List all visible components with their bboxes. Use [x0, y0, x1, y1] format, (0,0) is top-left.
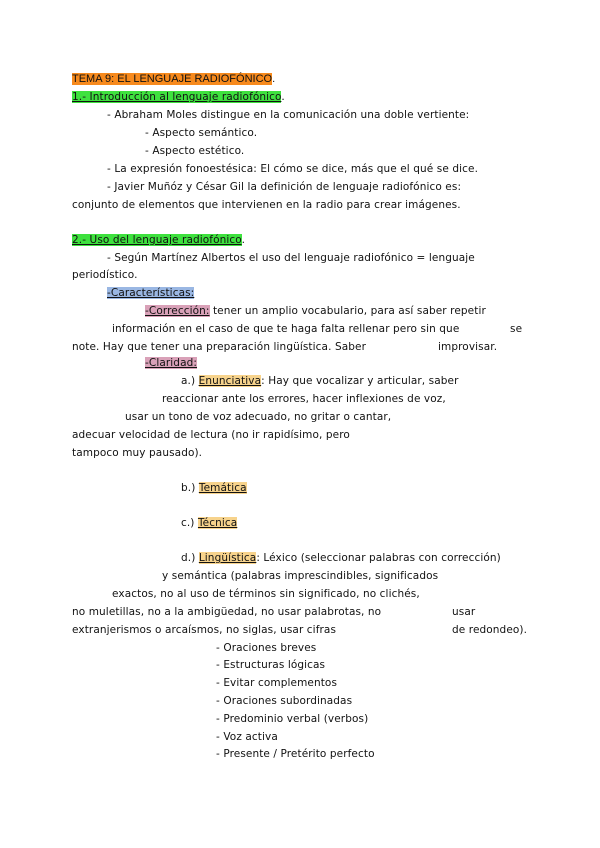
item-a-line: reaccionar ante los errores, hacer inflexiones de voz,	[162, 393, 446, 405]
item-d-label: Lingüística	[198, 552, 257, 564]
document-title	[72, 72, 275, 86]
item-a-line: adecuar velocidad de lectura (no ir rapidísimo, pero	[72, 429, 350, 441]
section-1-line: - Aspecto semántico.	[145, 127, 258, 139]
correccion-line-1	[145, 304, 486, 318]
list-item: - Oraciones breves	[216, 642, 317, 654]
section-1-heading-period: .	[281, 91, 285, 103]
title-period: .	[272, 73, 276, 85]
item-d-line: exactos, no al uso de términos sin significado, no clichés,	[112, 588, 420, 600]
correccion-line-2a: información en el caso de que te haga falta rellenar pero sin que	[112, 323, 460, 335]
item-c-label: Técnica	[197, 517, 238, 529]
item-d-line: y semántica (palabras imprescindibles, significados	[162, 570, 439, 582]
section-1-line: - Aspecto estético.	[145, 145, 245, 157]
item-d-line: no muletillas, no a la ambigüedad, no usar palabrotas, no	[72, 606, 382, 618]
correccion-label: -Corrección:	[145, 305, 210, 317]
section-2-heading	[72, 233, 245, 247]
section-1-heading	[72, 90, 285, 104]
item-b-label: Temática	[198, 482, 247, 494]
section-1-heading-text: 1.- Introducción al lenguaje radiofónico	[72, 91, 282, 103]
item-d-line: extranjerismos o arcaísmos, no siglas, usar cifras	[72, 624, 337, 636]
section-1-line: conjunto de elementos que intervienen en la radio para crear imágenes.	[72, 199, 461, 211]
correccion-line-3b: improvisar.	[438, 341, 498, 353]
item-d-prefix: d.)	[181, 552, 199, 564]
item-c-prefix: c.)	[181, 517, 198, 529]
item-d-text: : Léxico (seleccionar palabras con corrección)	[256, 552, 501, 564]
item-a-line: usar un tono de voz adecuado, no gritar o cantar,	[125, 411, 392, 423]
section-1-line: - La expresión fonoestésica: El cómo se dice, más que el qué se dice.	[107, 163, 479, 175]
section-2-heading-period: .	[241, 234, 246, 246]
item-a-text: : Hay que vocalizar y articular, saber	[261, 375, 459, 387]
section-2-intro: - Según Martínez Albertos el uso del lenguaje radiofónico = lenguaje	[107, 252, 475, 264]
correccion-text: tener un amplio vocabulario, para así saber repetir	[209, 305, 486, 317]
section-1-line: - Abraham Moles distingue en la comunicación una doble vertiente:	[107, 109, 470, 121]
section-1-line: - Javier Muñóz y César Gil la definición de lenguaje radiofónico es:	[107, 181, 462, 193]
correccion-line-2b: se	[510, 323, 523, 335]
item-d	[181, 551, 501, 565]
caracteristicas-label	[107, 286, 194, 300]
correccion-line-3a: note. Hay que tener una preparación lingüística. Saber	[72, 341, 366, 353]
item-d-line: usar	[452, 606, 476, 618]
item-b-prefix: b.)	[181, 482, 199, 494]
claridad-label	[145, 356, 197, 370]
item-a-prefix: a.)	[181, 375, 199, 387]
list-item: - Oraciones subordinadas	[216, 695, 353, 707]
claridad-text: -Claridad:	[145, 357, 198, 369]
item-c	[181, 516, 237, 530]
list-item: - Estructuras lógicas	[216, 659, 326, 671]
list-item: - Presente / Pretérito perfecto	[216, 748, 375, 760]
item-d-line: de redondeo).	[452, 624, 528, 636]
item-a	[181, 374, 459, 388]
item-b	[181, 481, 247, 495]
item-a-label: Enunciativa	[198, 375, 262, 387]
section-2-intro: periodístico.	[72, 269, 138, 281]
title-text: TEMA 9: EL LENGUAJE RADIOFÓNICO	[72, 73, 273, 85]
caracteristicas-text: -Características:	[107, 287, 195, 299]
list-item: - Predominio verbal (verbos)	[216, 713, 369, 725]
item-a-line: tampoco muy pausado).	[72, 447, 203, 459]
list-item: - Evitar complementos	[216, 677, 338, 689]
list-item: - Voz activa	[216, 731, 278, 743]
section-2-heading-text: 2.- Uso del lenguaje radiofónico	[72, 234, 242, 246]
